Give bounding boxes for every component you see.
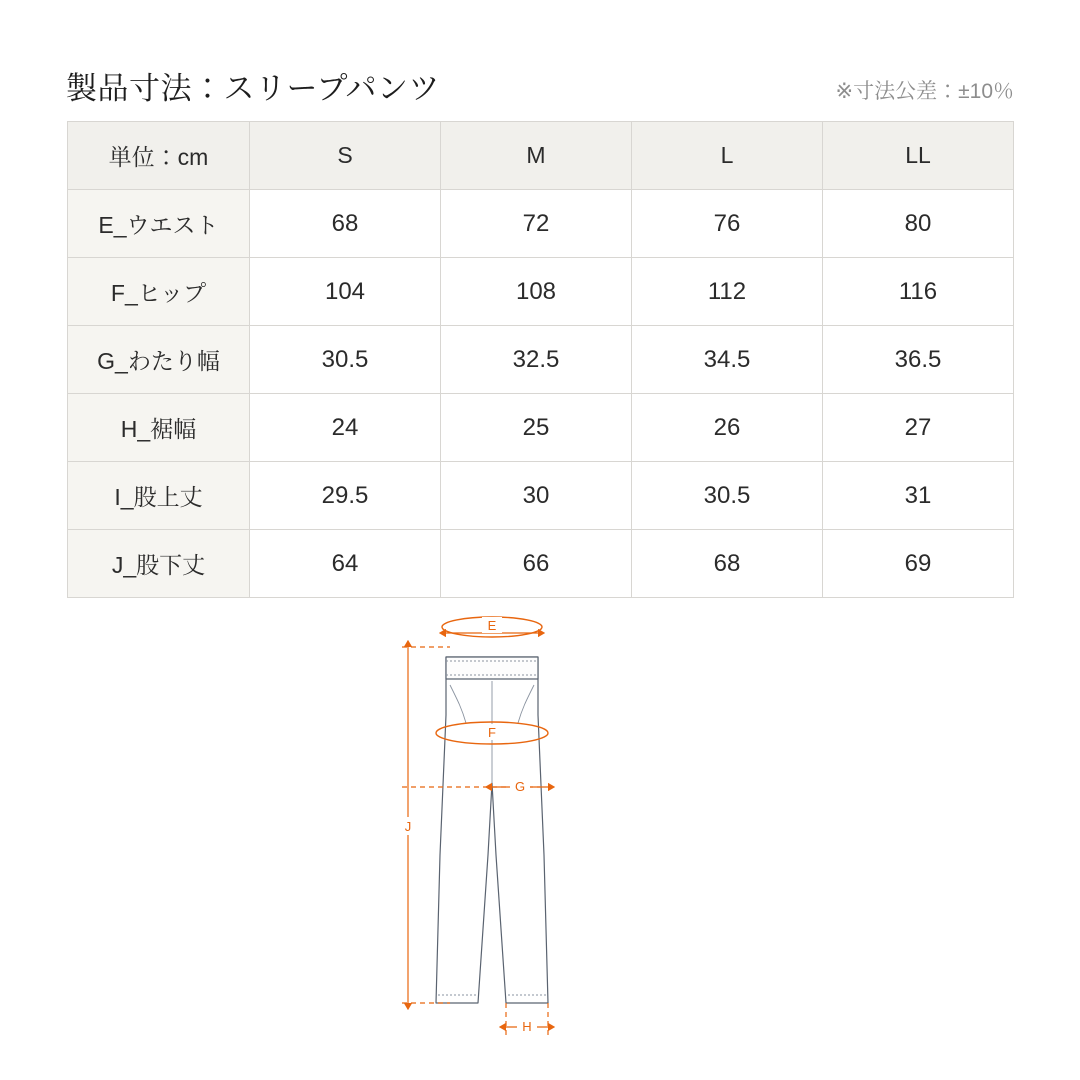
pants-measurement-diagram (380, 605, 700, 1055)
cell-value: 26 (632, 394, 823, 462)
table-header-size-ll: LL (823, 122, 1014, 190)
size-table (67, 121, 1014, 598)
table-header-unit: 単位：cm (68, 122, 250, 190)
cell-value: 25 (441, 394, 632, 462)
cell-value: 34.5 (632, 326, 823, 394)
cell-value: 112 (632, 258, 823, 326)
table-row (68, 394, 1014, 462)
table-row (68, 190, 1014, 258)
cell-value: 69 (823, 530, 1014, 598)
cell-value: 30.5 (250, 326, 441, 394)
label-waist: E (487, 618, 497, 633)
cell-value: 108 (441, 258, 632, 326)
cell-value: 68 (250, 190, 441, 258)
table-header-size-s: S (250, 122, 441, 190)
table-header-size-m: M (441, 122, 632, 190)
cell-value: 29.5 (250, 462, 441, 530)
cell-value: 24 (250, 394, 441, 462)
header (66, 56, 1014, 104)
cell-value: 27 (823, 394, 1014, 462)
label-thigh: G (514, 779, 526, 794)
page-title: 製品寸法：スリープパンツ (66, 71, 440, 106)
cell-value: 104 (250, 258, 441, 326)
label-hem: H (522, 1019, 532, 1034)
cell-value: 32.5 (441, 326, 632, 394)
label-inseam: J (404, 819, 412, 834)
measure-hem-H (506, 1003, 548, 1035)
cell-value: 80 (823, 190, 1014, 258)
cell-value: 30.5 (632, 462, 823, 530)
cell-value: 36.5 (823, 326, 1014, 394)
table-row (68, 326, 1014, 394)
table-header (68, 122, 1014, 190)
table-row (68, 462, 1014, 530)
table-row (68, 530, 1014, 598)
row-label: H_裾幅 (68, 394, 250, 462)
row-label: I_股上丈 (68, 462, 250, 530)
cell-value: 31 (823, 462, 1014, 530)
cell-value: 64 (250, 530, 441, 598)
cell-value: 72 (441, 190, 632, 258)
table-row (68, 258, 1014, 326)
row-label: F_ヒップ (68, 258, 250, 326)
cell-value: 116 (823, 258, 1014, 326)
label-hip: F (488, 725, 496, 740)
cell-value: 76 (632, 190, 823, 258)
cell-value: 66 (441, 530, 632, 598)
cell-value: 30 (441, 462, 632, 530)
measure-waist-E (442, 617, 542, 637)
table-header-row (68, 122, 1014, 190)
tolerance-note: ※寸法公差：±10％ (835, 80, 1014, 103)
row-label: E_ウエスト (68, 190, 250, 258)
cell-value: 68 (632, 530, 823, 598)
table-header-size-l: L (632, 122, 823, 190)
table-body (68, 190, 1014, 598)
row-label: J_股下丈 (68, 530, 250, 598)
row-label: G_わたり幅 (68, 326, 250, 394)
